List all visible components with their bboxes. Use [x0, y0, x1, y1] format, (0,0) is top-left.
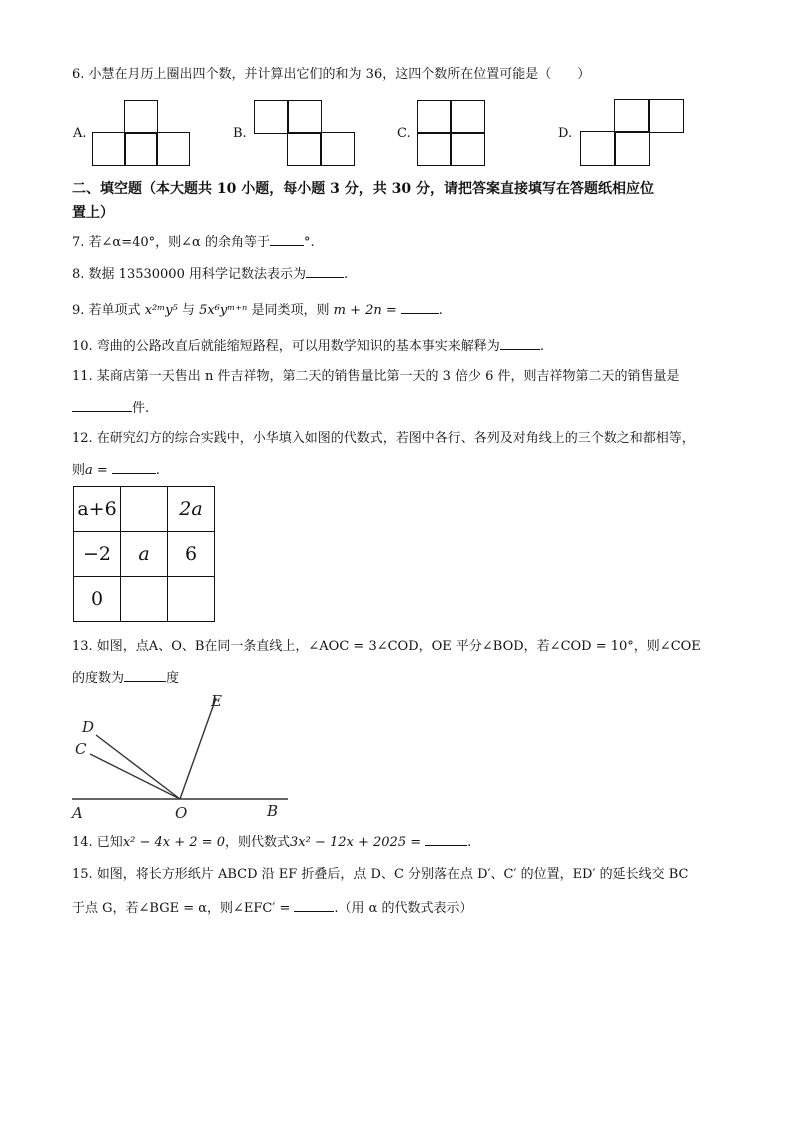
- q15-tail: .（用 α 的代数式表示）: [334, 901, 473, 916]
- grid-cell: [124, 100, 158, 134]
- q14-text: 14. 已知: [72, 835, 123, 850]
- q8-text: 8. 数据 13530000 用科学记数法表示为: [72, 267, 306, 282]
- grid-cell: [417, 100, 452, 134]
- angle-diagram: [68, 688, 298, 824]
- q10-text: 10. 弯曲的公路改直后就能缩短路程，可以用数学知识的基本事实来解释为: [72, 339, 500, 354]
- magic-square-row: [74, 487, 215, 532]
- magic-square-cell: a+6: [74, 487, 121, 532]
- grid-cell: [614, 99, 650, 133]
- label-d: D: [82, 718, 95, 736]
- answer-blank: [425, 832, 467, 846]
- question-15-cont: [72, 898, 473, 918]
- ray-oe: [180, 698, 216, 799]
- question-12: 12. 在研究幻方的综合实践中，小华填入如图的代数式，若图中各行、各列及对角线上的三个数之和都相等，: [72, 431, 695, 446]
- q12-tail: .: [155, 463, 160, 478]
- q13-tail: 度: [166, 671, 180, 686]
- grid-cell: [417, 132, 452, 166]
- q12-expression: a =: [85, 463, 108, 478]
- grid-cell: [254, 100, 289, 134]
- answer-blank: [72, 398, 132, 412]
- q8-tail: .: [343, 267, 349, 282]
- grid-cell: [648, 99, 684, 133]
- magic-square-cell: 0: [74, 577, 121, 622]
- grid-cell: [92, 132, 126, 166]
- option-c-label: C.: [397, 126, 411, 141]
- question-10: [72, 336, 544, 356]
- question-11-cont: [72, 398, 149, 418]
- grid-cell: [287, 100, 322, 134]
- q7-text: 7. 若∠α=40°，则∠α 的余角等于: [72, 235, 270, 250]
- q14-expression: 3x² − 12x + 2025 =: [290, 835, 422, 850]
- magic-square-row: [74, 577, 215, 622]
- grid-cell: [450, 132, 485, 166]
- grid-cell: [124, 132, 158, 166]
- question-14: [72, 832, 471, 852]
- q9-monomial-2: 5x⁶yᵐ⁺ⁿ: [199, 303, 248, 318]
- grid-cell: [320, 132, 355, 166]
- answer-blank: [500, 336, 540, 350]
- section-heading: 二、填空题（本大题共 10 小题，每小题 3 分，共 30 分，请把答案直接填写在答题纸相应位: [72, 181, 654, 197]
- q12-text: 则: [72, 463, 86, 478]
- q15-text: 于点 G，若∠BGE = α，则∠EFC′ =: [72, 901, 291, 916]
- label-a: A: [72, 804, 83, 822]
- question-15: 15. 如图，将长方形纸片 ABCD 沿 EF 折叠后，点 D、C 分别落在点 D′、C′ 的位置，ED′ 的延长线交 BC: [72, 867, 689, 882]
- ray-oc: [90, 754, 180, 799]
- q10-tail: .: [539, 339, 544, 354]
- grid-cell: [450, 100, 485, 134]
- section-heading-cont: 置上）: [72, 205, 114, 221]
- question-8: [72, 264, 348, 284]
- magic-square-cell: [168, 577, 215, 622]
- grid-cell: [287, 132, 322, 166]
- question-12-cont: [72, 460, 160, 480]
- answer-blank: [270, 232, 304, 246]
- q9-expression: m + 2n =: [333, 303, 397, 318]
- question-9: [72, 300, 443, 320]
- question-7: [72, 232, 315, 252]
- question-11: 11. 某商店第一天售出 n 件吉祥物，第二天的销售量比第一天的 3 倍少 6 件，则吉祥物第二天的销售量是: [72, 369, 680, 384]
- grid-cell: [580, 131, 616, 166]
- q7-tail: °.: [303, 235, 315, 250]
- q13-text: 的度数为: [72, 671, 125, 686]
- q14-equation: x² − 4x + 2 = 0: [122, 835, 225, 850]
- q9-tail: .: [438, 303, 443, 318]
- q9-text-mid2: 是同类项，则: [251, 303, 330, 318]
- label-e: E: [211, 692, 222, 710]
- q9-text: 9. 若单项式: [72, 303, 141, 318]
- option-b-label: B.: [233, 126, 247, 141]
- option-d-label: D.: [558, 126, 573, 141]
- answer-blank: [112, 460, 156, 474]
- magic-square: [73, 486, 215, 622]
- question-13-cont: [72, 668, 179, 688]
- magic-square-row: [74, 532, 215, 577]
- grid-cell: [614, 131, 650, 166]
- magic-square-cell: −2: [74, 532, 121, 577]
- q9-monomial-1: x²ᵐy⁵: [144, 303, 178, 318]
- magic-square-cell: 2a: [168, 487, 215, 532]
- question-13: 13. 如图，点A、O、B在同一条直线上，∠AOC = 3∠COD，OE 平分∠BOD，若∠COD = 10°，则∠COE: [72, 639, 701, 654]
- answer-blank: [401, 300, 439, 314]
- q14-tail: .: [467, 835, 472, 850]
- answer-blank: [294, 898, 334, 912]
- grid-cell: [156, 132, 190, 166]
- q9-text-mid: 与: [181, 303, 195, 318]
- q11-tail: 件.: [132, 401, 150, 416]
- label-o: O: [175, 804, 188, 822]
- answer-blank: [306, 264, 344, 278]
- magic-square-cell: 6: [168, 532, 215, 577]
- q14-text-mid: ，则代数式: [224, 835, 290, 850]
- label-c: C: [75, 740, 87, 758]
- option-a-label: A.: [73, 126, 87, 141]
- label-b: B: [267, 802, 279, 820]
- magic-square-cell: a: [121, 532, 168, 577]
- magic-square-cell: [121, 487, 168, 532]
- q6-text: 6. 小慧在月历上圈出四个数，并计算出它们的和为 36，这四个数所在位置可能是（ ）: [72, 67, 591, 82]
- ray-od: [96, 735, 180, 799]
- magic-square-cell: [121, 577, 168, 622]
- answer-blank: [124, 668, 166, 682]
